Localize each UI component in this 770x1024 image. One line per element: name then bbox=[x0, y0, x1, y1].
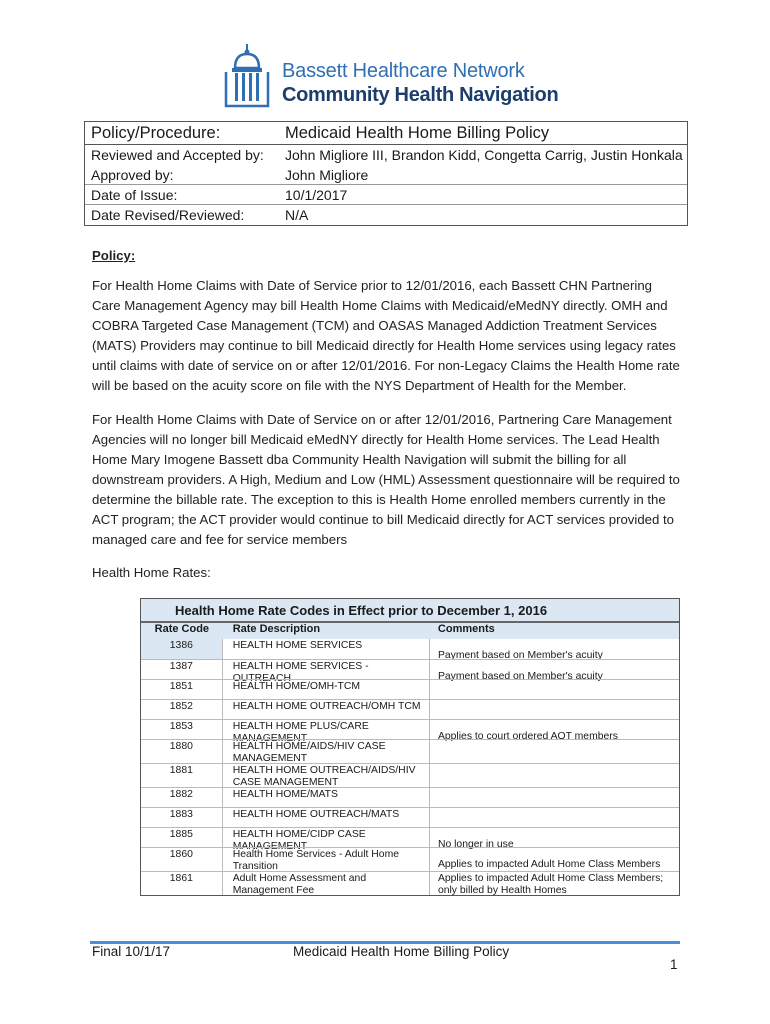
rate-code-cell: 1880 bbox=[141, 739, 223, 763]
rates-label: Health Home Rates: bbox=[92, 565, 211, 580]
table-row bbox=[141, 871, 679, 895]
rate-comment-cell: Payment based on Member's acuity bbox=[437, 650, 603, 661]
table-row bbox=[141, 639, 679, 659]
dome-building-icon bbox=[222, 42, 272, 110]
reviewed-row bbox=[85, 145, 687, 165]
approved-label: Approved by: bbox=[91, 166, 174, 183]
page-number: 1 bbox=[670, 957, 678, 972]
rate-table-title: Health Home Rate Codes in Effect prior to December 1, 2016 bbox=[141, 599, 679, 623]
rate-description-cell: HEALTH HOME OUTREACH/AIDS/HIV CASE MANAGEMENT bbox=[223, 763, 430, 787]
rate-code-cell: 1885 bbox=[141, 827, 223, 847]
rate-comment-cell bbox=[430, 679, 679, 699]
rate-code-cell: 1881 bbox=[141, 763, 223, 787]
col-rate-code: Rate Code bbox=[154, 623, 210, 635]
bassett-logo bbox=[222, 40, 559, 110]
rate-code-cell: 1883 bbox=[141, 807, 223, 827]
rate-code-cell: 1853 bbox=[141, 719, 223, 739]
rate-code-cell: 1852 bbox=[141, 699, 223, 719]
policy-paragraph-1: For Health Home Claims with Date of Service prior to 12/01/2016, each Bassett CHN Partnering Care Management Agency may bill Health Home Claims with Medicaid/eMedNY directly. OMH and COBRA Targeted Case Management (TCM) and OASAS Managed Addiction Treatment Services (MATS) Providers may continue to bill Medicaid directly for Health Home services using legacy rates until claims with date of service on or after 12/01/2016. For non-Legacy Claims the Health Home rate will be based on the acuity score on file with the NYS Department of Health for the Member. bbox=[92, 278, 680, 393]
approved-row bbox=[85, 165, 687, 185]
approved-value: John Migliore bbox=[285, 166, 369, 183]
rate-description-cell: Health Home Services - Adult Home Transition bbox=[223, 847, 430, 871]
table-row bbox=[141, 787, 679, 807]
issue-date-row bbox=[85, 185, 687, 205]
rate-comment-cell bbox=[430, 807, 679, 827]
rate-comment-cell bbox=[430, 763, 679, 787]
rate-comment-cell bbox=[430, 787, 679, 807]
rate-comment-cell: Applies to impacted Adult Home Class Members bbox=[430, 847, 679, 871]
col-rate-description: Rate Description bbox=[232, 623, 321, 635]
rate-description-cell: HEALTH HOME/MATS bbox=[223, 787, 430, 807]
rate-description-cell: HEALTH HOME SERVICES bbox=[223, 639, 430, 659]
rate-table-body bbox=[141, 639, 679, 895]
table-row bbox=[141, 699, 679, 719]
issue-date-label: Date of Issue: bbox=[91, 186, 178, 203]
table-row bbox=[141, 847, 679, 871]
rate-comment-cell: No longer in use bbox=[430, 827, 679, 847]
issue-date-value: 10/1/2017 bbox=[285, 186, 348, 203]
rate-table-header bbox=[141, 623, 679, 639]
revised-row bbox=[85, 205, 687, 225]
rate-code-cell: 1387 bbox=[141, 659, 223, 679]
rate-description-cell: Adult Home Assessment and Management Fee bbox=[223, 871, 430, 895]
table-row bbox=[141, 679, 679, 699]
policy-value: Medicaid Health Home Billing Policy bbox=[285, 123, 550, 142]
policy-label: Policy/Procedure: bbox=[91, 123, 221, 142]
policy-paragraph-2: For Health Home Claims with Date of Service on or after 12/01/2016, Partnering Care Management Agencies will no longer bill Medicaid eMedNY directly for Health Home services. The Lead Health Home Mary Imogene Bassett dba Community Health Navigation will submit the billing for all downstream providers. A High, Medium and Low (HML) Assessment questionnaire will be required to determine the billable rate. The exception to this is Health Home enrolled members currently in the ACT program; the ACT provider would continue to bill Medicaid directly for ACT services provided to managed care and fee for service members bbox=[92, 412, 680, 547]
table-row bbox=[141, 659, 679, 684]
revised-label: Date Revised/Reviewed: bbox=[91, 207, 245, 223]
rate-comment-cell: Payment based on Member's acuity bbox=[430, 659, 679, 679]
policy-info-table bbox=[84, 121, 688, 226]
rate-comment-cell bbox=[430, 699, 679, 719]
org-subtitle: Community Health Navigation bbox=[282, 84, 559, 106]
rate-code-cell: 1386 bbox=[141, 639, 223, 659]
rate-description-cell: HEALTH HOME/CIDP CASE MANAGEMENT bbox=[223, 827, 430, 847]
rate-description-cell: HEALTH HOME OUTREACH/MATS bbox=[223, 807, 430, 827]
org-name: Bassett Healthcare Network bbox=[282, 60, 525, 82]
col-comments: Comments bbox=[437, 623, 495, 635]
rate-description-cell: HEALTH HOME SERVICES - OUTREACH bbox=[223, 659, 430, 679]
table-row bbox=[141, 719, 679, 744]
rate-description-cell: HEALTH HOME/OMH-TCM bbox=[223, 679, 430, 699]
rate-comment-cell: Applies to impacted Adult Home Class Members; only billed by Health Homes bbox=[430, 871, 679, 895]
footer-title: Medicaid Health Home Billing Policy bbox=[293, 944, 510, 959]
table-row bbox=[141, 807, 679, 827]
footer-version: Final 10/1/17 bbox=[92, 944, 171, 959]
rate-code-cell: 1851 bbox=[141, 679, 223, 699]
reviewed-value: John Migliore III, Brandon Kidd, Congetta Carrig, Justin Honkala bbox=[285, 147, 683, 163]
rate-comment-cell bbox=[430, 739, 679, 763]
policy-heading: Policy: bbox=[92, 248, 136, 263]
revised-value: N/A bbox=[285, 207, 309, 223]
rate-description-cell: HEALTH HOME OUTREACH/OMH TCM bbox=[223, 699, 430, 719]
policy-row bbox=[85, 122, 687, 145]
rate-code-cell: 1882 bbox=[141, 787, 223, 807]
rate-description-cell: HEALTH HOME/AIDS/HIV CASE MANAGEMENT bbox=[223, 739, 430, 763]
table-row bbox=[141, 763, 679, 787]
rate-comment-cell: Applies to court ordered AOT members bbox=[430, 719, 679, 739]
rate-codes-table bbox=[140, 598, 680, 896]
rate-code-cell: 1861 bbox=[141, 871, 223, 895]
rate-description-cell: HEALTH HOME PLUS/CARE MANAGEMENT bbox=[223, 719, 430, 739]
rate-code-cell: 1860 bbox=[141, 847, 223, 871]
table-row bbox=[141, 827, 679, 852]
table-row bbox=[141, 739, 679, 763]
reviewed-label: Reviewed and Accepted by: bbox=[91, 147, 264, 163]
